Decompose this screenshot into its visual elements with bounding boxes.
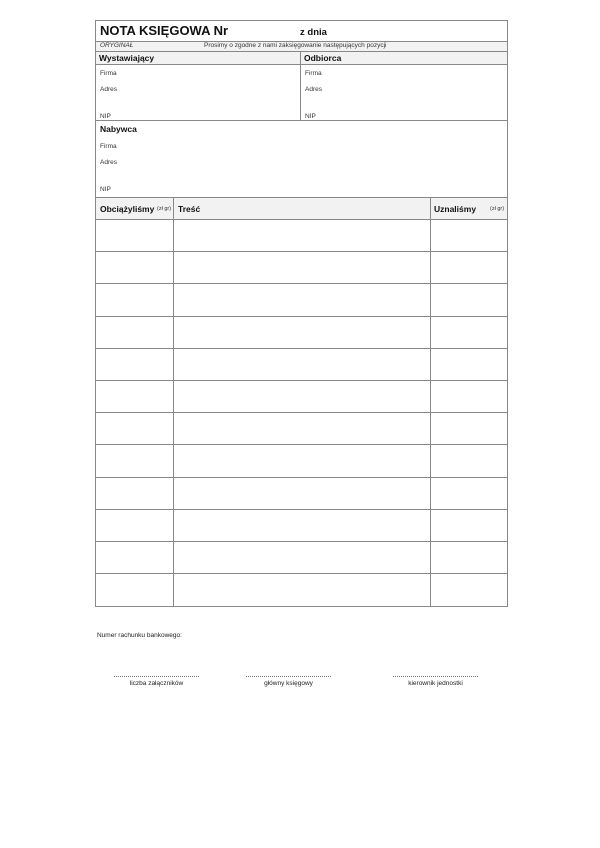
original-label: ORYGINAŁ (100, 42, 134, 49)
content-header: Treść (178, 204, 201, 214)
table-row (96, 252, 507, 284)
table-body (96, 220, 507, 606)
accounting-note-form (95, 20, 508, 607)
credit-cell[interactable] (431, 574, 507, 606)
credit-cell[interactable] (431, 317, 507, 348)
table-row (96, 478, 507, 510)
buyer-firm-label: Firma (100, 143, 117, 150)
debit-cell[interactable] (96, 478, 174, 509)
table-row (96, 413, 507, 445)
accountant-signature-line (246, 676, 331, 677)
issuer-address-label: Adres (100, 86, 117, 93)
manager-label: kierownik jednostki (408, 680, 463, 687)
content-header-cell (174, 198, 431, 219)
recipient-address-label: Adres (305, 86, 322, 93)
attachments-label: liczba załączników (129, 680, 184, 687)
table-row (96, 445, 507, 477)
credit-unit: (zł gr) (490, 206, 505, 212)
table-row (96, 284, 507, 316)
debit-unit: (zł gr) (157, 206, 172, 212)
debit-cell[interactable] (96, 317, 174, 348)
content-cell[interactable] (174, 349, 431, 380)
credit-cell[interactable] (431, 413, 507, 444)
debit-header-cell (96, 198, 174, 219)
content-cell[interactable] (174, 478, 431, 509)
parties-row (96, 52, 507, 121)
credit-cell[interactable] (431, 445, 507, 476)
debit-header: Obciążyliśmy (100, 204, 155, 214)
credit-cell[interactable] (431, 284, 507, 315)
table-row (96, 381, 507, 413)
content-cell[interactable] (174, 574, 431, 606)
content-cell[interactable] (174, 284, 431, 315)
content-cell[interactable] (174, 252, 431, 283)
issuer-section (96, 52, 301, 120)
credit-cell[interactable] (431, 381, 507, 412)
content-cell[interactable] (174, 542, 431, 573)
buyer-address-label: Adres (100, 159, 117, 166)
content-cell[interactable] (174, 381, 431, 412)
debit-cell[interactable] (96, 349, 174, 380)
content-cell[interactable] (174, 510, 431, 541)
debit-cell[interactable] (96, 220, 174, 251)
debit-cell[interactable] (96, 413, 174, 444)
table-row (96, 317, 507, 349)
content-cell[interactable] (174, 445, 431, 476)
buyer-section (96, 121, 507, 198)
issuer-nip-label: NIP (100, 113, 111, 120)
debit-cell[interactable] (96, 284, 174, 315)
credit-header-cell (431, 198, 507, 219)
buyer-nip-label: NIP (100, 186, 111, 193)
recipient-nip-label: NIP (305, 113, 316, 120)
debit-cell[interactable] (96, 510, 174, 541)
recipient-firm-label: Firma (305, 70, 322, 77)
debit-cell[interactable] (96, 252, 174, 283)
recipient-heading: Odbiorca (301, 52, 507, 65)
title-row (96, 21, 507, 42)
table-header (96, 198, 507, 220)
issuer-firm-label: Firma (100, 70, 117, 77)
accountant-label: główny księgowy (264, 680, 313, 687)
content-cell[interactable] (174, 413, 431, 444)
credit-cell[interactable] (431, 220, 507, 251)
debit-cell[interactable] (96, 445, 174, 476)
table-row (96, 574, 507, 606)
credit-cell[interactable] (431, 252, 507, 283)
original-row (96, 42, 507, 52)
credit-cell[interactable] (431, 349, 507, 380)
table-row (96, 220, 507, 252)
content-cell[interactable] (174, 317, 431, 348)
bank-account-label: Numer rachunku bankowego: (97, 632, 182, 639)
debit-cell[interactable] (96, 574, 174, 606)
debit-cell[interactable] (96, 542, 174, 573)
buyer-heading: Nabywca (100, 124, 137, 134)
attachments-signature-line (114, 676, 199, 677)
date-label: z dnia (300, 27, 327, 38)
credit-cell[interactable] (431, 542, 507, 573)
table-row (96, 349, 507, 381)
table-row (96, 542, 507, 574)
recipient-section (301, 52, 507, 120)
issuer-heading: Wystawiający (96, 52, 300, 65)
debit-cell[interactable] (96, 381, 174, 412)
request-text: Prosimy o zgodne z nami zaksięgowanie następujących pozycji (204, 42, 387, 49)
table-row (96, 510, 507, 542)
credit-cell[interactable] (431, 510, 507, 541)
content-cell[interactable] (174, 220, 431, 251)
manager-signature-line (393, 676, 478, 677)
credit-header: Uznaliśmy (434, 204, 477, 214)
credit-cell[interactable] (431, 478, 507, 509)
page-title: NOTA KSIĘGOWA Nr (100, 23, 229, 38)
